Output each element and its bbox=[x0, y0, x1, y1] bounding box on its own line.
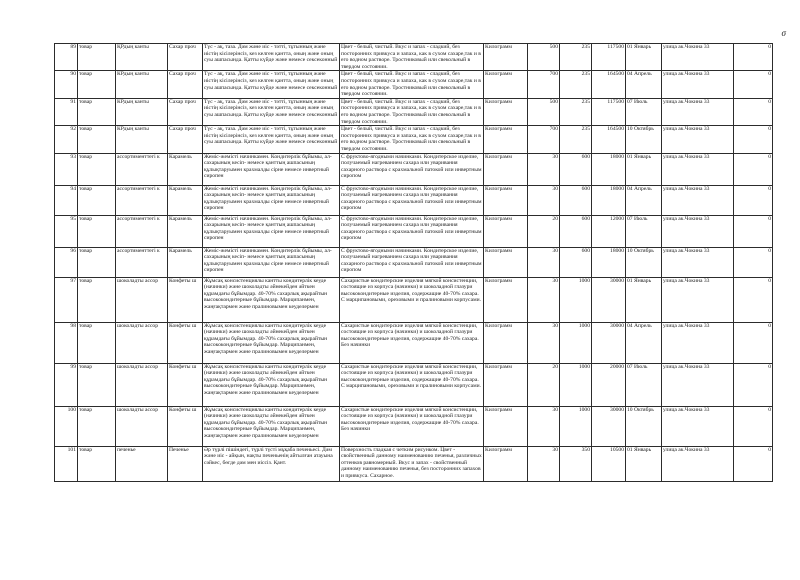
row-number: 90 bbox=[55, 71, 78, 98]
item-name: КРдың канты bbox=[116, 126, 168, 153]
advance-percent: 0 bbox=[734, 98, 773, 125]
quantity: 30 bbox=[528, 322, 560, 363]
row-number: 96 bbox=[55, 247, 78, 277]
item-name: шоколадты ассор bbox=[116, 363, 168, 406]
unit-price: 1000 bbox=[560, 363, 592, 406]
description-russian: Цвет - белый, чистый. Вкус и запах - сладкий, без посторонних привкуса и запаха, как в сухом сахаре,так и в его водном растворе. Тростниковый или свекольный в твердом состоянии. bbox=[340, 126, 484, 153]
description-kazakh: Жұмсақ консистенциялы кантты кондитерлік кеуде (начинки) және шоколадты әйнекейден әйткен құрамдағы бұйымдар. 40-70% сахарлық ақырайтын высококондитерные бұйымдар. Марципанмен, жаңғақтармен және пралиновымен кеуделермен bbox=[203, 322, 340, 363]
total-amount: 18000 bbox=[592, 185, 626, 215]
row-number: 97 bbox=[55, 277, 78, 322]
unit-price: 235 bbox=[560, 98, 592, 125]
unit-of-measure: Килограмм bbox=[484, 44, 528, 71]
advance-percent: 0 bbox=[734, 153, 773, 185]
unit-price: 235 bbox=[560, 126, 592, 153]
description-kazakh: Түс - ақ, таза. Дәм және иіс - тәтті, тұтынның және иістің кісілерінсіз, кез келген қантта, оның және оның суы ашпасында. Қатты күйде және немесе сексеконный bbox=[203, 126, 340, 153]
item-name: ассортименттегі к bbox=[116, 247, 168, 277]
item-type: товар bbox=[78, 126, 116, 153]
item-short-name: Конфеты ш bbox=[168, 363, 203, 406]
description-russian: Сахаристые кондитерские изделия мягкой консистенции, состоящие из корпуса (начинки) и шоколадной глазури высококондитерные изделия, содержащие 40-70% сахара. Без начинки bbox=[340, 406, 484, 446]
description-kazakh: Жеміс-жемісті начинкамен. Кондитерлік бұйымы, ал- сахарының кесіп- немесе қанттың ашпасының құлықтаруымен крахмалды сірне немесе инвертный сиропен bbox=[203, 215, 340, 247]
unit-of-measure: Килограмм bbox=[484, 446, 528, 481]
advance-percent: 0 bbox=[734, 126, 773, 153]
item-name: ассортименттегі к bbox=[116, 185, 168, 215]
delivery-date: 07 Июль bbox=[626, 215, 662, 247]
description-kazakh: Жеміс-жемісті начинкамен. Кондитерлік бұйымы, ал- сахарының кесіп- немесе қанттың ашпасының құлықтаруымен крахмалды сірне немесе инвертный сиропен bbox=[203, 185, 340, 215]
item-short-name: Печенье bbox=[168, 446, 203, 481]
row-number: 100 bbox=[55, 406, 78, 446]
delivery-address: улица ак.Чокина 33 bbox=[662, 71, 734, 98]
unit-price: 600 bbox=[560, 247, 592, 277]
total-amount: 164500 bbox=[592, 71, 626, 98]
total-amount: 18000 bbox=[592, 153, 626, 185]
description-kazakh: Жеміс-жемісті начинкамен. Кондитерлік бұйымы, ал- сахарының кесіп- немесе қанттың ашпасының құлықтаруымен крахмалды сірне немесе инвертный сиропен bbox=[203, 153, 340, 185]
corner-mark: σ bbox=[781, 28, 786, 38]
quantity: 700 bbox=[528, 126, 560, 153]
delivery-address: улица ак.Чокина 33 bbox=[662, 446, 734, 481]
delivery-address: улица ак.Чокина 33 bbox=[662, 406, 734, 446]
item-short-name: Сахар проч bbox=[168, 126, 203, 153]
description-russian: Сахаристые кондитерские изделия мягкой консистенции, состоящие из корпуса (начинки) и шоколадной глазури высококондитерные изделия, содержащие 40-70% сахара. С марципановыми, ореховыми и пралиновыми корпусами. bbox=[340, 277, 484, 322]
total-amount: 12000 bbox=[592, 215, 626, 247]
quantity: 30 bbox=[528, 185, 560, 215]
total-amount: 20000 bbox=[592, 363, 626, 406]
unit-of-measure: Килограмм bbox=[484, 215, 528, 247]
delivery-address: улица ак.Чокина 33 bbox=[662, 185, 734, 215]
row-number: 89 bbox=[55, 44, 78, 71]
advance-percent: 0 bbox=[734, 363, 773, 406]
description-russian: Цвет - белый, чистый. Вкус и запах - сладкий, без посторонних привкуса и запаха, как в сухом сахаре,так и в его водном растворе. Тростниковый или свекольный в твердом состоянии. bbox=[340, 44, 484, 71]
table-row bbox=[55, 44, 773, 71]
total-amount: 10500 bbox=[592, 446, 626, 481]
delivery-date: 07 Июль bbox=[626, 98, 662, 125]
total-amount: 117500 bbox=[592, 98, 626, 125]
quantity: 30 bbox=[528, 247, 560, 277]
item-name: шоколадты ассор bbox=[116, 322, 168, 363]
item-type: товар bbox=[78, 247, 116, 277]
delivery-address: улица ак.Чокина 33 bbox=[662, 98, 734, 125]
table-row bbox=[55, 71, 773, 98]
item-short-name: Карамель bbox=[168, 247, 203, 277]
table-row bbox=[55, 363, 773, 406]
description-kazakh: Түс - ақ, таза. Дәм және иіс - тәтті, тұтынның және иістің кісілерінсіз, кез келген қантта, оның және оның суы ашпасында. Қатты күйде және немесе сексеконный bbox=[203, 44, 340, 71]
total-amount: 30000 bbox=[592, 322, 626, 363]
item-type: товар bbox=[78, 363, 116, 406]
quantity: 500 bbox=[528, 98, 560, 125]
item-type: товар bbox=[78, 406, 116, 446]
delivery-address: улица ак.Чокина 33 bbox=[662, 247, 734, 277]
item-name: печенье bbox=[116, 446, 168, 481]
unit-price: 1000 bbox=[560, 406, 592, 446]
delivery-address: улица ак.Чокина 33 bbox=[662, 44, 734, 71]
unit-of-measure: Килограмм bbox=[484, 185, 528, 215]
delivery-address: улица ак.Чокина 33 bbox=[662, 153, 734, 185]
advance-percent: 0 bbox=[734, 247, 773, 277]
item-type: товар bbox=[78, 277, 116, 322]
total-amount: 30000 bbox=[592, 277, 626, 322]
table-row bbox=[55, 247, 773, 277]
delivery-date: 07 Июль bbox=[626, 363, 662, 406]
unit-of-measure: Килограмм bbox=[484, 71, 528, 98]
row-number: 92 bbox=[55, 126, 78, 153]
item-short-name: Карамель bbox=[168, 153, 203, 185]
quantity: 30 bbox=[528, 153, 560, 185]
item-type: товар bbox=[78, 322, 116, 363]
table-row bbox=[55, 185, 773, 215]
unit-of-measure: Килограмм bbox=[484, 247, 528, 277]
unit-price: 600 bbox=[560, 215, 592, 247]
item-type: товар bbox=[78, 98, 116, 125]
row-number: 101 bbox=[55, 446, 78, 481]
unit-price: 1000 bbox=[560, 322, 592, 363]
item-short-name: Сахар проч bbox=[168, 98, 203, 125]
description-russian: Сахаристые кондитерские изделия мягкой консистенции, состоящие из корпуса (начинки) и шоколадной глазури высококондитерные изделия, содержащие 40-70% сахара. Без начинки bbox=[340, 322, 484, 363]
description-russian: Цвет - белый, чистый. Вкус и запах - сладкий, без посторонних привкуса и запаха, как в сухом сахаре,так и в его водном растворе. Тростниковый или свекольный в твердом состоянии. bbox=[340, 98, 484, 125]
description-russian: Сахаристые кондитерские изделия мягкой консистенции, состоящие из корпуса (начинки) и шоколадной глазури высококондитерные изделия, содержащие 40-70% сахара. С марципановыми, ореховыми и пралиновыми корпусами. bbox=[340, 363, 484, 406]
item-name: ассортименттегі к bbox=[116, 153, 168, 185]
unit-of-measure: Килограмм bbox=[484, 322, 528, 363]
unit-of-measure: Килограмм bbox=[484, 126, 528, 153]
unit-of-measure: Килограмм bbox=[484, 363, 528, 406]
table-row bbox=[55, 446, 773, 481]
delivery-date: 01 Январь bbox=[626, 277, 662, 322]
description-russian: Поверхность гладкая с четким рисунком. Цвет - свойственный данному наименованию печенья, различных оттенков равномерный. Вкус и запах - свойственный данному наименованию печенья, без посторонних запахов и привкуса. Сахарное. bbox=[340, 446, 484, 481]
item-short-name: Карамель bbox=[168, 215, 203, 247]
quantity: 20 bbox=[528, 363, 560, 406]
quantity: 20 bbox=[528, 215, 560, 247]
row-number: 91 bbox=[55, 98, 78, 125]
unit-of-measure: Килограмм bbox=[484, 277, 528, 322]
delivery-date: 01 Январь bbox=[626, 153, 662, 185]
item-type: товар bbox=[78, 446, 116, 481]
description-kazakh: Әр түрлі пішіндегі, түрлі түсті мұқаба печеньесі. Дәм және иіс - айқын, нақты печеньенің айтылған атауына сәйкес, бөгде дәм мен иіссіз. Қант. bbox=[203, 446, 340, 481]
procurement-table bbox=[54, 43, 773, 482]
item-short-name: Карамель bbox=[168, 185, 203, 215]
description-kazakh: Жұмсақ консистенциялы кантты кондитерлік кеуде (начинки) және шоколадты әйнекейден әйткен құрамдағы бұйымдар. 40-70% сахарлық ақырайтын высококондитерные бұйымдар. Марципанмен, жаңғақтармен және пралиновымен кеуделермен bbox=[203, 406, 340, 446]
delivery-address: улица ак.Чокина 33 bbox=[662, 126, 734, 153]
unit-price: 600 bbox=[560, 185, 592, 215]
description-russian: Цвет - белый, чистый. Вкус и запах - сладкий, без посторонних привкуса и запаха, как в сухом сахаре,так и в его водном растворе. Тростниковый или свекольный в твердом состоянии. bbox=[340, 71, 484, 98]
description-kazakh: Түс - ақ, таза. Дәм және иіс - тәтті, тұтынның және иістің кісілерінсіз, кез келген қантта, оның және оның суы ашпасында. Қатты күйде және немесе сексеконный bbox=[203, 98, 340, 125]
description-russian: С фруктово-ягодными начинками. Кондитерское изделие, получаемый нагреванием сахара или уваривания сахарного раствора с крахмальной патокой или инвертным сиропом bbox=[340, 185, 484, 215]
quantity: 700 bbox=[528, 71, 560, 98]
unit-of-measure: Килограмм bbox=[484, 406, 528, 446]
advance-percent: 0 bbox=[734, 44, 773, 71]
description-kazakh: Жеміс-жемісті начинкамен. Кондитерлік бұйымы, ал- сахарының кесіп- немесе қанттың ашпасының құлықтаруымен крахмалды сірне немесе инвертный сиропен bbox=[203, 247, 340, 277]
advance-percent: 0 bbox=[734, 71, 773, 98]
advance-percent: 0 bbox=[734, 322, 773, 363]
row-number: 99 bbox=[55, 363, 78, 406]
table-row bbox=[55, 406, 773, 446]
item-short-name: Конфеты ш bbox=[168, 277, 203, 322]
row-number: 95 bbox=[55, 215, 78, 247]
advance-percent: 0 bbox=[734, 215, 773, 247]
advance-percent: 0 bbox=[734, 277, 773, 322]
item-short-name: Сахар проч bbox=[168, 44, 203, 71]
delivery-date: 01 Январь bbox=[626, 446, 662, 481]
item-name: шоколадты ассор bbox=[116, 277, 168, 322]
quantity: 500 bbox=[528, 44, 560, 71]
description-russian: С фруктово-ягодными начинками. Кондитерское изделие, получаемый нагреванием сахара или уваривания сахарного раствора с крахмальной патокой или инвертным сиропом bbox=[340, 153, 484, 185]
advance-percent: 0 bbox=[734, 446, 773, 481]
item-short-name: Конфеты ш bbox=[168, 322, 203, 363]
item-name: ҚРдың канты bbox=[116, 44, 168, 71]
row-number: 98 bbox=[55, 322, 78, 363]
delivery-date: 10 Октябрь bbox=[626, 406, 662, 446]
item-type: товар bbox=[78, 44, 116, 71]
unit-price: 235 bbox=[560, 71, 592, 98]
table-row bbox=[55, 215, 773, 247]
description-kazakh: Жұмсақ консистенциялы кантты кондитерлік кеуде (начинки) және шоколадты әйнекейден әйткен құрамдағы бұйымдар. 40-70% сахарлық ақырайтын высококондитерные бұйымдар. Марципанмен, жаңғақтармен және пралиновымен кеуделермен bbox=[203, 277, 340, 322]
delivery-address: улица ак.Чокина 33 bbox=[662, 322, 734, 363]
delivery-date: 04 Апрель bbox=[626, 71, 662, 98]
row-number: 94 bbox=[55, 185, 78, 215]
advance-percent: 0 bbox=[734, 406, 773, 446]
total-amount: 30000 bbox=[592, 406, 626, 446]
delivery-date: 10 Октябрь bbox=[626, 126, 662, 153]
table-row bbox=[55, 322, 773, 363]
item-type: товар bbox=[78, 71, 116, 98]
unit-price: 1000 bbox=[560, 277, 592, 322]
delivery-address: улица ак.Чокина 33 bbox=[662, 363, 734, 406]
item-name: КРдың канты bbox=[116, 98, 168, 125]
table-row bbox=[55, 98, 773, 125]
quantity: 30 bbox=[528, 446, 560, 481]
description-russian: С фруктово-ягодными начинками. Кондитерское изделие, получаемый нагреванием сахара или уваривания сахарного раствора с крахмальной патокой или инвертным сиропом bbox=[340, 215, 484, 247]
total-amount: 18000 bbox=[592, 247, 626, 277]
item-type: товар bbox=[78, 153, 116, 185]
item-type: товар bbox=[78, 215, 116, 247]
advance-percent: 0 bbox=[734, 185, 773, 215]
item-name: КРдың канты bbox=[116, 71, 168, 98]
item-short-name: Конфеты ш bbox=[168, 406, 203, 446]
delivery-address: улица ак.Чокина 33 bbox=[662, 215, 734, 247]
table-row bbox=[55, 126, 773, 153]
table-row bbox=[55, 277, 773, 322]
unit-of-measure: Килограмм bbox=[484, 153, 528, 185]
quantity: 30 bbox=[528, 277, 560, 322]
delivery-date: 01 Январь bbox=[626, 44, 662, 71]
unit-price: 600 bbox=[560, 153, 592, 185]
quantity: 30 bbox=[528, 406, 560, 446]
total-amount: 117500 bbox=[592, 44, 626, 71]
description-kazakh: Түс - ақ, таза. Дәм және иіс - тәтті, тұтынның және иістің кісілерінсіз, кез келген қантта, оның және оның суы ашпасында. Қатты күйде және немесе сексеконный bbox=[203, 71, 340, 98]
delivery-date: 10 Октябрь bbox=[626, 247, 662, 277]
delivery-date: 04 Апрель bbox=[626, 185, 662, 215]
unit-of-measure: Килограмм bbox=[484, 98, 528, 125]
delivery-address: улица ак.Чокина 33 bbox=[662, 277, 734, 322]
item-type: товар bbox=[78, 185, 116, 215]
total-amount: 164500 bbox=[592, 126, 626, 153]
row-number: 93 bbox=[55, 153, 78, 185]
item-short-name: Сахар проч bbox=[168, 71, 203, 98]
description-russian: С фруктово-ягодными начинками. Кондитерское изделие, получаемый нагреванием сахара или уваривания сахарного раствора с крахмальной патокой или инвертным сиропом bbox=[340, 247, 484, 277]
item-name: ассортименттегі к bbox=[116, 215, 168, 247]
unit-price: 235 bbox=[560, 44, 592, 71]
delivery-date: 04 Апрель bbox=[626, 322, 662, 363]
table-row bbox=[55, 153, 773, 185]
table-body bbox=[55, 44, 773, 482]
description-kazakh: Жұмсақ консистенциялы кантты кондитерлік кеуде (начинки) және шоколадты әйнекейден әйткен құрамдағы бұйымдар. 40-70% сахарлық ақырайтын высококондитерные бұйымдар. Марципанмен, жаңғақтармен және пралиновымен кеуделермен bbox=[203, 363, 340, 406]
item-name: шоколадты ассор bbox=[116, 406, 168, 446]
unit-price: 350 bbox=[560, 446, 592, 481]
